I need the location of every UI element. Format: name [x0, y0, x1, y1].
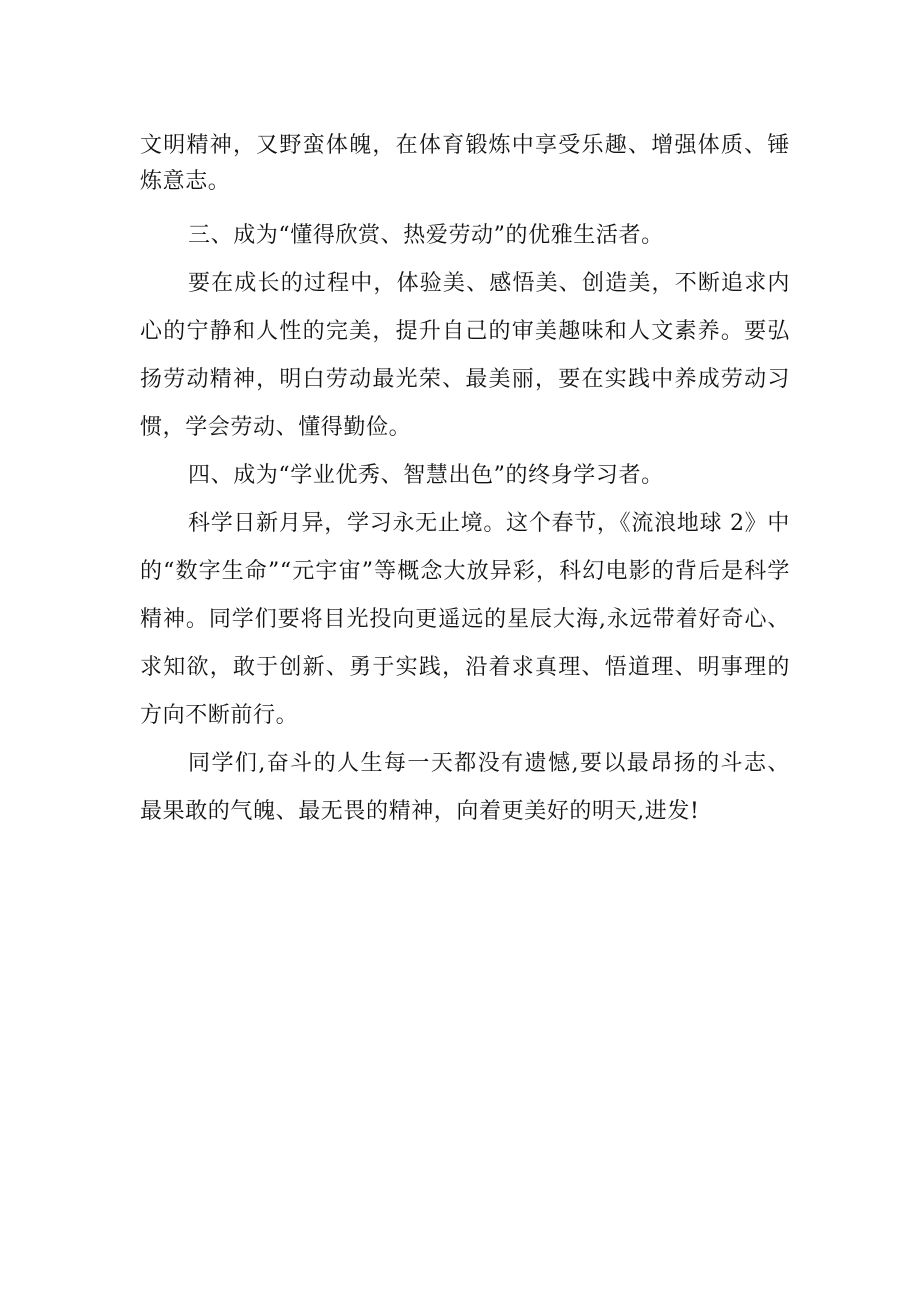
- section-heading-3: 三、成为“懂得欣赏、热爱劳动”的优雅生活者。: [188, 223, 664, 248]
- paragraph-science-learning: 科学日新月异，学习永无止境。这个春节，《流浪地球 2》中的“数字生命”“元宇宙”等概念大放异彩，科幻电影的背后是科学精神。同学们要将目光投向更遥远的星辰大海,永远带着好奇心、求知欲，敢于创新、勇于实践，沿着求真理、悟道理、明事理的方向不断前行。: [140, 511, 790, 728]
- paragraph-closing: 同学们,奋斗的人生每一天都没有遗憾,要以最昂扬的斗志、最果敢的气魄、最无畏的精神，向着更美好的明天,进发!: [140, 751, 790, 824]
- paragraph-aesthetics-labor: 要在成长的过程中，体验美、感悟美、创造美，不断追求内心的宁静和人性的完美，提升自己的审美趣味和人文素养。要弘扬劳动精神，明白劳动最光荣、最美丽，要在实践中养成劳动习惯，学会劳动、懂得勤俭。: [140, 271, 790, 440]
- section-heading-4: 四、成为“学业优秀、智慧出色”的终身学习者。: [188, 463, 664, 488]
- document-body: [140, 128, 790, 836]
- paragraph-continuation: 文明精神，又野蛮体魄，在体育锻炼中享受乐趣、增强体质、锤炼意志。: [140, 133, 790, 194]
